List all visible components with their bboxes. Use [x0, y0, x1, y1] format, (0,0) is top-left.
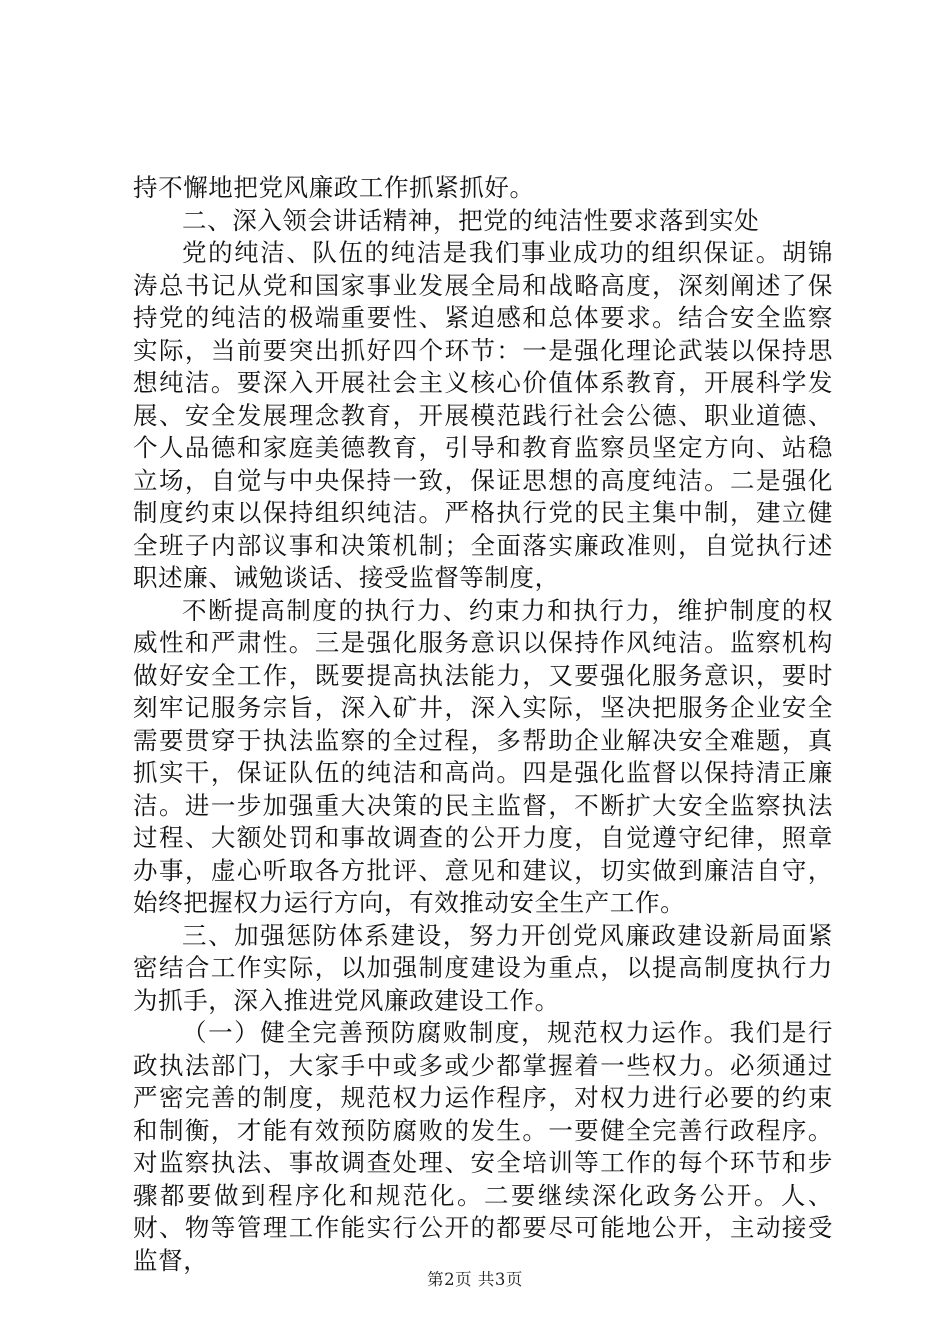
section-heading-3: 三、加强惩防体系建设，努力开创党风廉政建设新局面紧密结合工作实际，以加强制度建设为重点，以提高制度执行力为抓手，深入推进党风廉政建设工作。: [133, 920, 833, 1015]
paragraph-continuation: 持不懈地把党风廉政工作抓紧抓好。: [133, 173, 535, 202]
paragraph-prevention: （一）健全完善预防腐败制度，规范权力运作。我们是行政执法部门，大家手中或多或少都掌握着一些权力。必须通过严密完善的制度，规范权力运作程序，对权力进行必要的约束和制衡，才能有效预防腐败的发生。一要健全完善行政程序。对监察执法、事故调查处理、安全培训等工作的每个环节和步骤都要做到程序化和规范化。二要继续深化政务公开。人、财、物等管理工作能实行公开的都要尽可能地公开，主动接受监督，: [133, 1018, 833, 1275]
document-body: [133, 172, 833, 1277]
paragraph-institution: 不断提高制度的执行力、约束力和执行力，维护制度的权威性和严肃性。三是强化服务意识以保持作风纯洁。监察机构做好安全工作，既要提高执法能力，又要强化服务意识，要时刻牢记服务宗旨，深入矿井，深入实际，坚决把服务企业安全需要贯穿于执法监察的全过程，多帮助企业解决安全难题，真抓实干，保证队伍的纯洁和高尚。四是强化监督以保持清正廉洁。进一步加强重大决策的民主监督，不断扩大安全监察执法过程、大额处罚和事故调查的公开力度，自觉遵守纪律，照章办事，虚心听取各方批评、意见和建议，切实做到廉洁自守，始终把握权力运行方向，有效推动安全生产工作。: [133, 595, 833, 917]
paragraph-purity: 党的纯洁、队伍的纯洁是我们事业成功的组织保证。胡锦涛总书记从党和国家事业发展全局和战略高度，深刻阐述了保持党的纯洁的极端重要性、紧迫感和总体要求。结合安全监察实际，当前要突出抓好四个环节：一是强化理论武装以保持思想纯洁。要深入开展社会主义核心价值体系教育，开展科学发展、安全发展理念教育，开展模范践行社会公德、职业道德、个人品德和家庭美德教育，引导和教育监察员坚定方向、站稳立场，自觉与中央保持一致，保证思想的高度纯洁。二是强化制度约束以保持组织纯洁。严格执行党的民主集中制，建立健全班子内部议事和决策机制；全面落实廉政准则，自觉执行述职述廉、诫勉谈话、接受监督等制度，: [133, 238, 833, 592]
page-footer: 第2页 共3页: [427, 1270, 523, 1289]
section-heading-2: 二、深入领会讲话精神，把党的纯洁性要求落到实处: [182, 205, 760, 235]
